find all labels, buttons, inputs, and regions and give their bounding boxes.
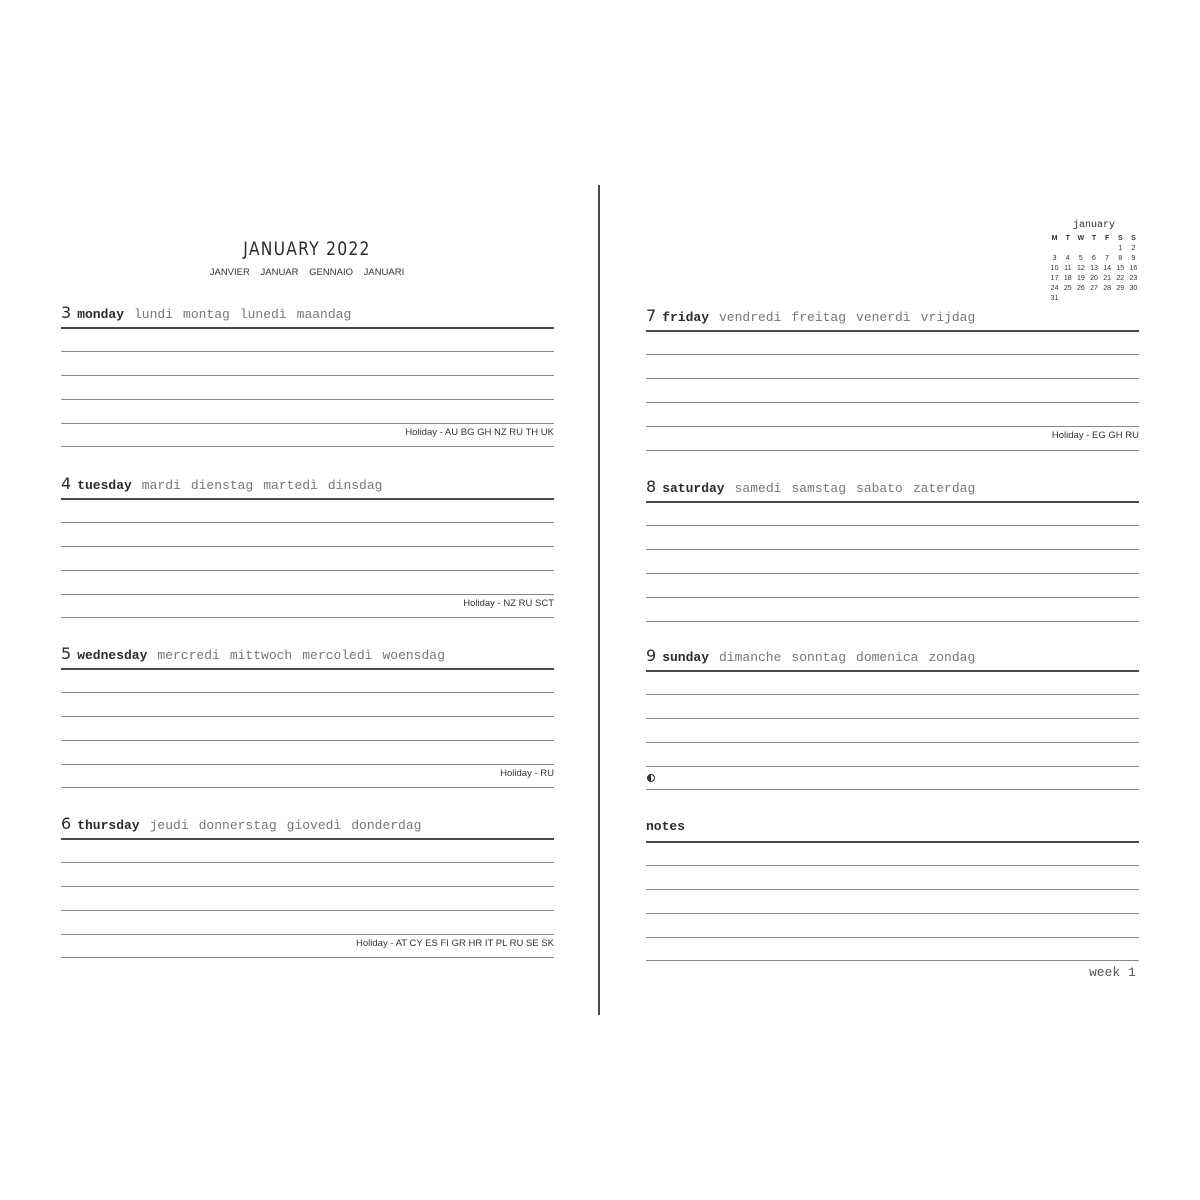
mini-calendar-day	[1048, 243, 1061, 253]
mini-calendar-day: 17	[1050, 274, 1059, 282]
holiday-note: Holiday - AU BG GH NZ RU TH UK	[405, 427, 554, 438]
writing-line[interactable]	[61, 522, 554, 523]
writing-line[interactable]	[61, 570, 554, 571]
writing-line[interactable]	[646, 501, 1139, 503]
writing-line[interactable]	[61, 617, 554, 618]
right-page	[600, 0, 1200, 1200]
mini-calendar-day: 13	[1090, 264, 1098, 272]
mini-calendar-day: 9	[1131, 254, 1136, 262]
mini-calendar-day: 26	[1076, 284, 1085, 292]
day-number: 6	[61, 814, 72, 833]
writing-line[interactable]	[646, 525, 1139, 526]
notes-line[interactable]	[646, 937, 1139, 938]
day-translation: sonntag	[791, 650, 847, 665]
notes-line[interactable]	[646, 889, 1139, 890]
writing-line[interactable]	[646, 670, 1139, 672]
writing-line[interactable]	[61, 546, 554, 547]
day-translation: dinsdag	[327, 478, 383, 493]
writing-line[interactable]	[61, 375, 554, 376]
day-translation: zondag	[928, 650, 976, 665]
mini-calendar-day: 4	[1065, 254, 1070, 262]
mini-calendar-week	[1048, 293, 1140, 303]
writing-line[interactable]	[61, 716, 554, 717]
mini-calendar-day: 3	[1052, 254, 1057, 262]
holiday-note: Holiday - EG GH RU	[1051, 430, 1139, 441]
mini-calendar-day: 10	[1050, 264, 1059, 272]
writing-line[interactable]	[61, 399, 554, 400]
mini-calendar-weekday: S	[1131, 234, 1136, 242]
day-header	[646, 646, 985, 670]
day-header	[646, 306, 985, 330]
notes-label: notes	[646, 819, 686, 834]
day-block	[61, 644, 554, 804]
mini-calendar-day: 12	[1076, 264, 1085, 272]
writing-line[interactable]	[61, 787, 554, 788]
day-translation: vrijdag	[920, 310, 976, 325]
day-translation: domenica	[856, 650, 919, 665]
day-translation: dimanche	[719, 650, 782, 665]
day-block	[61, 303, 554, 463]
week-label: week 1	[1089, 965, 1136, 980]
day-number: 3	[61, 303, 72, 322]
writing-line[interactable]	[61, 668, 554, 670]
day-header	[61, 814, 431, 838]
writing-line[interactable]	[646, 573, 1139, 574]
day-translation: giovedì	[286, 818, 342, 833]
mini-calendar-week	[1048, 283, 1140, 293]
writing-line[interactable]	[61, 351, 554, 352]
notes-line[interactable]	[646, 841, 1139, 843]
mini-calendar-day: 31	[1050, 294, 1059, 302]
day-number: 8	[646, 477, 657, 496]
holiday-note: Holiday - AT CY ES FI GR HR IT PL RU SE SK	[356, 938, 554, 949]
mini-calendar-day	[1114, 293, 1127, 303]
mini-calendar-day: 7	[1105, 254, 1110, 262]
writing-line[interactable]	[646, 766, 1139, 767]
day-translation: mittwoch	[229, 648, 293, 663]
mini-calendar-day: 20	[1090, 274, 1098, 282]
day-translation: sabato	[856, 481, 903, 496]
month-title: JANUARY 2022	[243, 238, 371, 260]
writing-line[interactable]	[61, 692, 554, 693]
mini-calendar-day	[1061, 243, 1074, 253]
mini-calendar-weekday: S	[1117, 234, 1123, 242]
day-name: wednesday	[77, 648, 148, 663]
day-number: 5	[61, 644, 72, 663]
day-translation: mercoledì	[302, 648, 373, 663]
mini-calendar-day	[1074, 243, 1087, 253]
day-translation: martedì	[263, 478, 318, 493]
day-name: monday	[77, 307, 124, 322]
mini-calendar-day: 29	[1116, 284, 1125, 292]
day-translation: samedi	[734, 481, 782, 496]
mini-calendar-week	[1048, 253, 1140, 263]
mini-calendar-day	[1087, 293, 1100, 303]
mini-calendar	[1048, 220, 1140, 303]
writing-line[interactable]	[61, 886, 554, 887]
day-name: saturday	[662, 481, 725, 496]
writing-line[interactable]	[61, 862, 554, 863]
month-translation: JANUARI	[363, 267, 405, 278]
day-translation: montag	[183, 307, 230, 322]
day-translation: woensdag	[382, 648, 445, 663]
day-translation: dienstag	[190, 478, 254, 493]
mini-calendar-weekday: F	[1104, 234, 1110, 242]
mini-calendar-day: 15	[1116, 264, 1125, 272]
mini-calendar-day	[1101, 243, 1114, 253]
mini-calendar-title: january	[1072, 220, 1115, 231]
writing-line[interactable]	[646, 694, 1139, 695]
mini-calendar-day: 22	[1116, 274, 1125, 282]
writing-line[interactable]	[646, 330, 1139, 332]
mini-calendar-day: 16	[1129, 264, 1138, 272]
day-name: thursday	[77, 818, 140, 833]
day-block	[646, 477, 1139, 637]
day-translation: mardi	[141, 478, 181, 493]
day-name: friday	[662, 310, 709, 325]
mini-calendar-weekday: T	[1091, 234, 1097, 242]
day-translation: lundi	[134, 307, 174, 322]
day-header	[61, 474, 392, 498]
writing-line[interactable]	[61, 764, 554, 765]
mini-calendar-day: 27	[1090, 284, 1098, 292]
writing-line[interactable]	[61, 838, 554, 840]
writing-line[interactable]	[61, 910, 554, 911]
day-block	[646, 306, 1139, 466]
day-block	[61, 474, 554, 634]
writing-line[interactable]	[646, 718, 1139, 719]
mini-calendar-day: 25	[1063, 284, 1072, 292]
day-translation: lunedì	[239, 307, 287, 322]
writing-line[interactable]	[646, 789, 1139, 790]
mini-calendar-day	[1074, 293, 1087, 303]
mini-calendar-day: 6	[1092, 254, 1096, 262]
mini-calendar-grid	[1048, 233, 1140, 303]
day-number: 9	[646, 646, 657, 665]
writing-line[interactable]	[61, 934, 554, 935]
day-translation: maandag	[296, 307, 352, 322]
writing-line[interactable]	[646, 378, 1139, 379]
mini-calendar-week	[1048, 243, 1140, 253]
mini-calendar-day	[1087, 243, 1100, 253]
notes-line[interactable]	[646, 913, 1139, 914]
day-translation: zaterdag	[912, 481, 976, 496]
notes-line[interactable]	[646, 865, 1139, 866]
writing-line[interactable]	[646, 426, 1139, 427]
writing-line[interactable]	[61, 446, 554, 447]
mini-calendar-day: 8	[1118, 254, 1123, 262]
day-name: sunday	[662, 650, 709, 665]
mini-calendar-day: 28	[1103, 284, 1112, 292]
mini-calendar-day: 11	[1064, 264, 1072, 272]
month-translation: JANVIER	[209, 267, 250, 278]
writing-line[interactable]	[61, 498, 554, 500]
mini-calendar-day: 19	[1076, 274, 1085, 282]
month-translation: JANUAR	[260, 267, 299, 278]
writing-line[interactable]	[646, 402, 1139, 403]
day-header	[646, 477, 985, 501]
mini-calendar-day: 2	[1131, 244, 1136, 252]
writing-line[interactable]	[646, 597, 1139, 598]
writing-line[interactable]	[61, 423, 554, 424]
day-translation: venerdì	[856, 310, 911, 325]
half-moon-icon	[647, 774, 655, 782]
writing-line[interactable]	[61, 957, 554, 958]
day-translation: mercredi	[157, 648, 220, 663]
mini-calendar-day: 30	[1129, 284, 1138, 292]
mini-calendar-weekday: T	[1065, 234, 1070, 242]
mini-calendar-day: 24	[1050, 284, 1059, 292]
day-number: 7	[646, 306, 657, 325]
mini-calendar-weekday: W	[1077, 234, 1085, 242]
day-translation: samstag	[791, 481, 847, 496]
day-header	[61, 303, 361, 327]
day-name: tuesday	[77, 478, 132, 493]
writing-line[interactable]	[646, 742, 1139, 743]
mini-calendar-week	[1048, 263, 1140, 273]
mini-calendar-day	[1061, 293, 1074, 303]
writing-line[interactable]	[61, 740, 554, 741]
writing-line[interactable]	[646, 549, 1139, 550]
writing-line[interactable]	[646, 450, 1139, 451]
day-translation: vendredi	[719, 310, 782, 325]
mini-calendar-day: 23	[1129, 274, 1138, 282]
notes-line[interactable]	[646, 960, 1139, 961]
holiday-note: Holiday - NZ RU SCT	[463, 598, 554, 609]
holiday-note: Holiday - RU	[500, 768, 554, 779]
day-translation: donderdag	[351, 818, 422, 833]
mini-calendar-day: 14	[1103, 264, 1112, 272]
writing-line[interactable]	[646, 354, 1139, 355]
day-block	[646, 646, 1139, 806]
day-translation: jeudi	[149, 818, 189, 833]
day-translation: freitag	[791, 310, 847, 325]
day-header	[61, 644, 455, 668]
mini-calendar-day: 21	[1103, 274, 1112, 282]
writing-line[interactable]	[61, 594, 554, 595]
month-translation: GENNAIO	[309, 267, 353, 278]
month-translations	[60, 267, 554, 278]
mini-calendar-week	[1048, 273, 1140, 283]
writing-line[interactable]	[646, 621, 1139, 622]
day-translation: donnerstag	[198, 818, 277, 833]
mini-calendar-day	[1101, 293, 1114, 303]
mini-calendar-day: 18	[1063, 274, 1072, 282]
day-block	[61, 814, 554, 974]
day-number: 4	[61, 474, 72, 493]
writing-line[interactable]	[61, 327, 554, 329]
mini-calendar-day: 1	[1118, 244, 1123, 252]
mini-calendar-day	[1127, 293, 1140, 303]
mini-calendar-weekday: M	[1051, 234, 1058, 242]
mini-calendar-day: 5	[1078, 254, 1083, 262]
